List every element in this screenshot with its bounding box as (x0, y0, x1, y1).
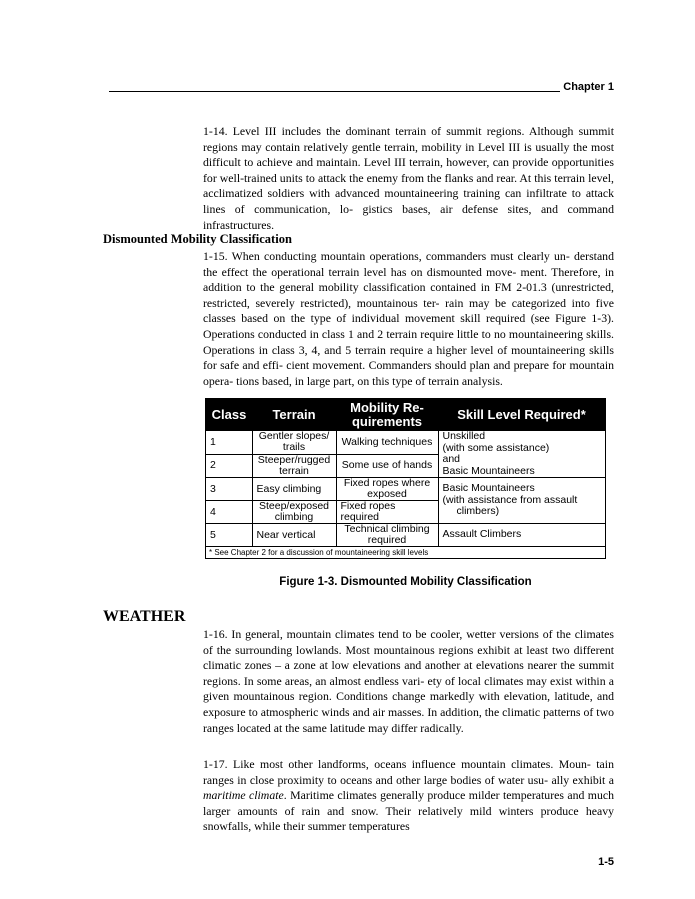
cell-mobility: Technical climbing required (336, 524, 438, 547)
cell-class: 3 (206, 478, 253, 501)
header-class: Class (206, 399, 253, 431)
mobility-classification-table (205, 398, 606, 559)
cell-mobility: Fixed ropes required (336, 501, 438, 524)
cell-terrain: Near vertical (252, 524, 336, 547)
cell-mobility: Walking techniques (336, 431, 438, 455)
header-terrain: Terrain (252, 399, 336, 431)
paragraph-1-14 (203, 124, 614, 233)
cell-mobility: Fixed ropes where exposed (336, 478, 438, 501)
header-skill: Skill Level Required* (438, 399, 606, 431)
table-footnote: * See Chapter 2 for a discussion of mountaineering skill levels (206, 547, 606, 559)
paragraph-1-16 (203, 627, 614, 736)
table-row (206, 478, 606, 501)
page-number: 1-5 (598, 856, 614, 868)
cell-class: 5 (206, 524, 253, 547)
table-header-row (206, 399, 606, 431)
cell-skill-group: Basic Mountaineers (with assistance from assault climbers) (438, 478, 606, 524)
header-rule (109, 91, 560, 92)
cell-class: 2 (206, 454, 253, 478)
cell-terrain: Gentler slopes/ trails (252, 431, 336, 455)
cell-terrain: Steep/exposed climbing (252, 501, 336, 524)
table-row (206, 524, 606, 547)
paragraph-1-15 (203, 249, 614, 389)
section-heading-weather: WEATHER (103, 608, 186, 625)
running-header (109, 80, 614, 94)
figure-caption: Figure 1-3. Dismounted Mobility Classification (279, 576, 532, 588)
paragraph-text: 1-17. Like most other landforms, oceans influence mountain climates. Moun- tain ranges in close proximity to oceans and other large bodies of water usu- ally exhibit a maritime climate. Maritime climates generally produce milder temperatures and much larger amounts of rain and snow. Their relatively mild winters produce heavy snowfalls, while their summer temperatures (203, 757, 615, 834)
maritime-climate-term: maritime climate (203, 788, 284, 803)
section-heading-dismounted: Dismounted Mobility Classification (103, 232, 292, 246)
cell-terrain: Easy climbing (252, 478, 336, 501)
cell-mobility: Some use of hands (336, 454, 438, 478)
cell-class: 1 (206, 431, 253, 455)
chapter-label: Chapter 1 (563, 81, 614, 93)
table-footnote-row (206, 547, 606, 559)
cell-skill-group: Assault Climbers (438, 524, 606, 547)
cell-terrain: Steeper/rugged terrain (252, 454, 336, 478)
paragraph-text: 1-16. In general, mountain climates tend to be cooler, wetter versions of the climates of the surrounding lowlands. Most mountainous regions exhibit at least two different climatic zones – a zone at low elevations and another at elevations nearer the summit regions. In some areas, an almost endless vari- ety of local climates may exist within a given mountainous region. Conditions change markedly with elevation, latitude, and exposure to atmospheric winds and air masses. In addition, the climatic patterns of two ranges located at the same latitude may differ radically. (203, 627, 615, 735)
cell-skill-group: Unskilled (with some assistance) and Basic Mountaineers (438, 431, 606, 478)
paragraph-text: 1-14. Level III includes the dominant terrain of summit regions. Although summit regions may contain relatively gentle terrain, mobility in Level III is usually the most difficult to achieve and maintain. Level III terrain, however, can provide opportunities for well-trained units to attack the enemy from the flanks and rear. At this terrain level, acclimatized soldiers with advanced mountaineering training can infiltrate to attack lines of communication, lo- gistics bases, air defense sites, and command infrastructures. (203, 124, 615, 232)
header-mobility: Mobility Re-quirements (336, 399, 438, 431)
table-row (206, 431, 606, 455)
cell-class: 4 (206, 501, 253, 524)
paragraph-text: 1-15. When conducting mountain operations, commanders must clearly un- derstand the effect the operational terrain level has on dismounted move- ment. Therefore, in addition to the general mobility classification contained in FM 2-01.3 (unrestricted, restricted, severely restricted), mountainous ter- rain may be categorized into five classes based on the type of individual movement skill required (see Figure 1-3). Operations conducted in class 1 and 2 terrain require little to no mountaineering skills. Operations in class 3, 4, and 5 terrain require a higher level of mountaineering skills for safe and effi- cient movement. Commanders should plan and prepare for mountain opera- tions based, in large part, on this type of terrain analysis. (203, 249, 615, 388)
paragraph-1-17 (203, 757, 614, 835)
